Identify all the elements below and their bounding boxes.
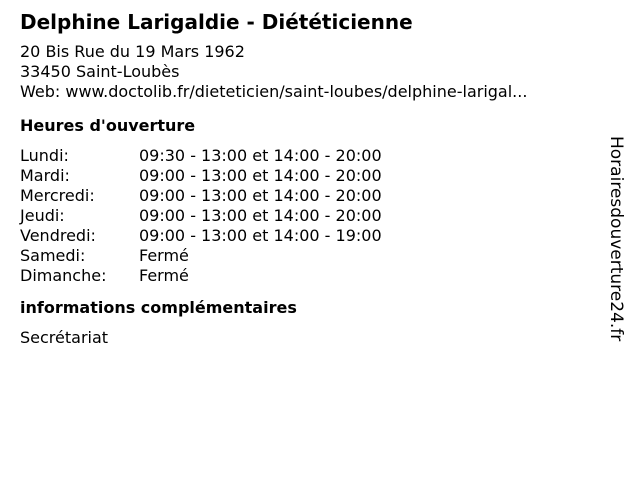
additional-info-heading: informations complémentaires — [20, 298, 297, 317]
opening-hours-table — [20, 146, 382, 286]
day-hours: Fermé — [139, 266, 189, 285]
hours-row-friday — [20, 226, 382, 246]
day-hours: 09:00 - 13:00 et 14:00 - 20:00 — [139, 166, 382, 185]
brand-text: Horairesdouverture24.fr — [606, 136, 626, 342]
website-prefix: Web: — [20, 82, 66, 101]
website-line — [20, 82, 600, 102]
day-hours: 09:00 - 13:00 et 14:00 - 20:00 — [139, 206, 382, 225]
day-label: Lundi: — [20, 146, 69, 165]
hours-row-monday — [20, 146, 382, 166]
opening-hours-heading: Heures d'ouverture — [20, 116, 196, 135]
day-label: Vendredi: — [20, 226, 96, 245]
brand-watermark — [596, 136, 636, 346]
address-street: 20 Bis Rue du 19 Mars 1962 — [20, 42, 245, 61]
day-label: Mercredi: — [20, 186, 95, 205]
day-label: Jeudi: — [20, 206, 65, 225]
address-city: 33450 Saint-Loubès — [20, 62, 180, 81]
hours-row-wednesday — [20, 186, 382, 206]
day-label: Mardi: — [20, 166, 70, 185]
day-label: Samedi: — [20, 246, 86, 265]
day-hours: 09:30 - 13:00 et 14:00 - 20:00 — [139, 146, 382, 165]
hours-row-thursday — [20, 206, 382, 226]
day-hours: Fermé — [139, 246, 189, 265]
hours-row-saturday — [20, 246, 382, 266]
business-card — [20, 10, 600, 348]
day-label: Dimanche: — [20, 266, 107, 285]
business-name: Delphine Larigaldie - Diététicienne — [20, 10, 413, 34]
hours-row-tuesday — [20, 166, 382, 186]
hours-row-sunday — [20, 266, 382, 286]
day-hours: 09:00 - 13:00 et 14:00 - 19:00 — [139, 226, 382, 245]
day-hours: 09:00 - 13:00 et 14:00 - 20:00 — [139, 186, 382, 205]
additional-info-text: Secrétariat — [20, 328, 109, 347]
website-link[interactable]: www.doctolib.fr/dieteticien/saint-loubes/delphine-larigal... — [65, 82, 528, 101]
